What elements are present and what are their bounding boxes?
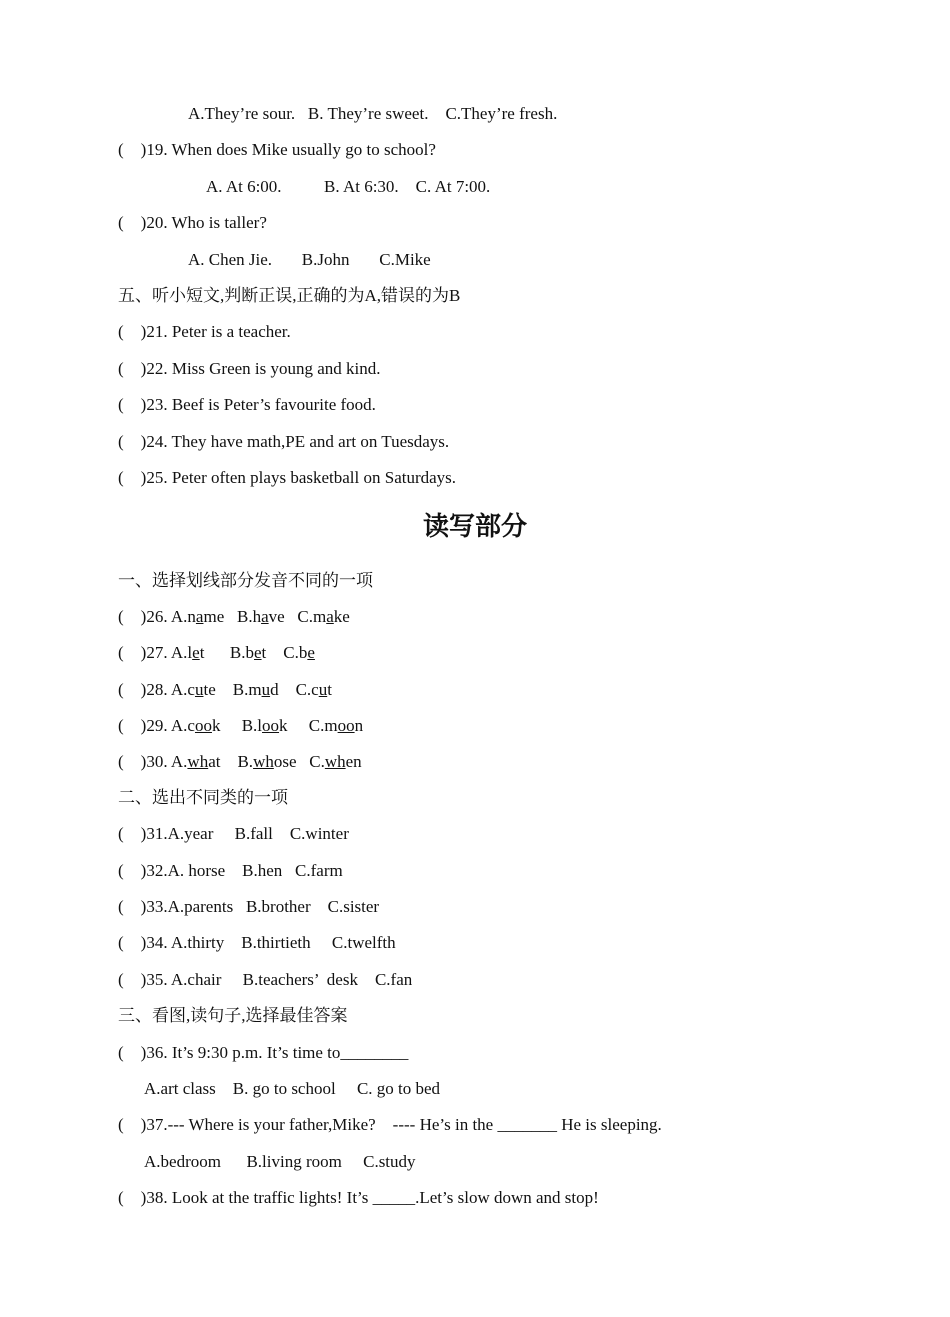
section-5-title: 五、听小短文,判断正误,正确的为A,错误的为B	[118, 286, 461, 305]
question-28: ( )28. A.cute B.mud C.cut	[118, 680, 332, 699]
reading-section-1-title: 一、选择划线部分发音不同的一项	[118, 571, 373, 590]
question-29: ( )29. A.cook B.look C.moon	[118, 716, 364, 735]
question-22: ( )22. Miss Green is young and kind.	[118, 359, 381, 378]
question-19-options: A. At 6:00. B. At 6:30. C. At 7:00.	[206, 177, 491, 196]
question-20-options: A. Chen Jie. B.John C.Mike	[188, 250, 431, 269]
question-32: ( )32.A. horse B.hen C.farm	[118, 861, 343, 880]
question-30: ( )30. A.what B.whose C.when	[118, 752, 362, 771]
question-23: ( )23. Beef is Peter’s favourite food.	[118, 395, 376, 414]
question-36: ( )36. It’s 9:30 p.m. It’s time to________	[118, 1043, 409, 1062]
question-37-options: A.bedroom B.living room C.study	[144, 1152, 416, 1171]
question-35: ( )35. A.chair B.teachers’ desk C.fan	[118, 970, 413, 989]
question-34: ( )34. A.thirty B.thirtieth C.twelfth	[118, 933, 396, 952]
reading-section-3-title: 三、看图,读句子,选择最佳答案	[118, 1006, 348, 1025]
line-18-options: A.They’re sour. B. They’re sweet. C.They’re fresh.	[188, 104, 558, 123]
question-27: ( )27. A.let B.bet C.be	[118, 643, 315, 662]
question-21: ( )21. Peter is a teacher.	[118, 322, 291, 341]
question-38: ( )38. Look at the traffic lights! It’s _____.Let’s slow down and stop!	[118, 1188, 599, 1207]
question-25: ( )25. Peter often plays basketball on Saturdays.	[118, 468, 457, 487]
question-26: ( )26. A.name B.have C.make	[118, 607, 350, 626]
question-37: ( )37.--- Where is your father,Mike? ---- He’s in the _______ He is sleeping.	[118, 1115, 662, 1134]
section-heading: 读写部分	[422, 512, 527, 542]
question-33: ( )33.A.parents B.brother C.sister	[118, 897, 380, 916]
question-19: ( )19. When does Mike usually go to school?	[118, 140, 436, 159]
question-31: ( )31.A.year B.fall C.winter	[118, 824, 349, 843]
reading-section-2-title: 二、选出不同类的一项	[118, 788, 288, 807]
question-24: ( )24. They have math,PE and art on Tuesdays.	[118, 432, 450, 451]
question-20: ( )20. Who is taller?	[118, 213, 267, 232]
question-36-options: A.art class B. go to school C. go to bed	[144, 1079, 441, 1098]
